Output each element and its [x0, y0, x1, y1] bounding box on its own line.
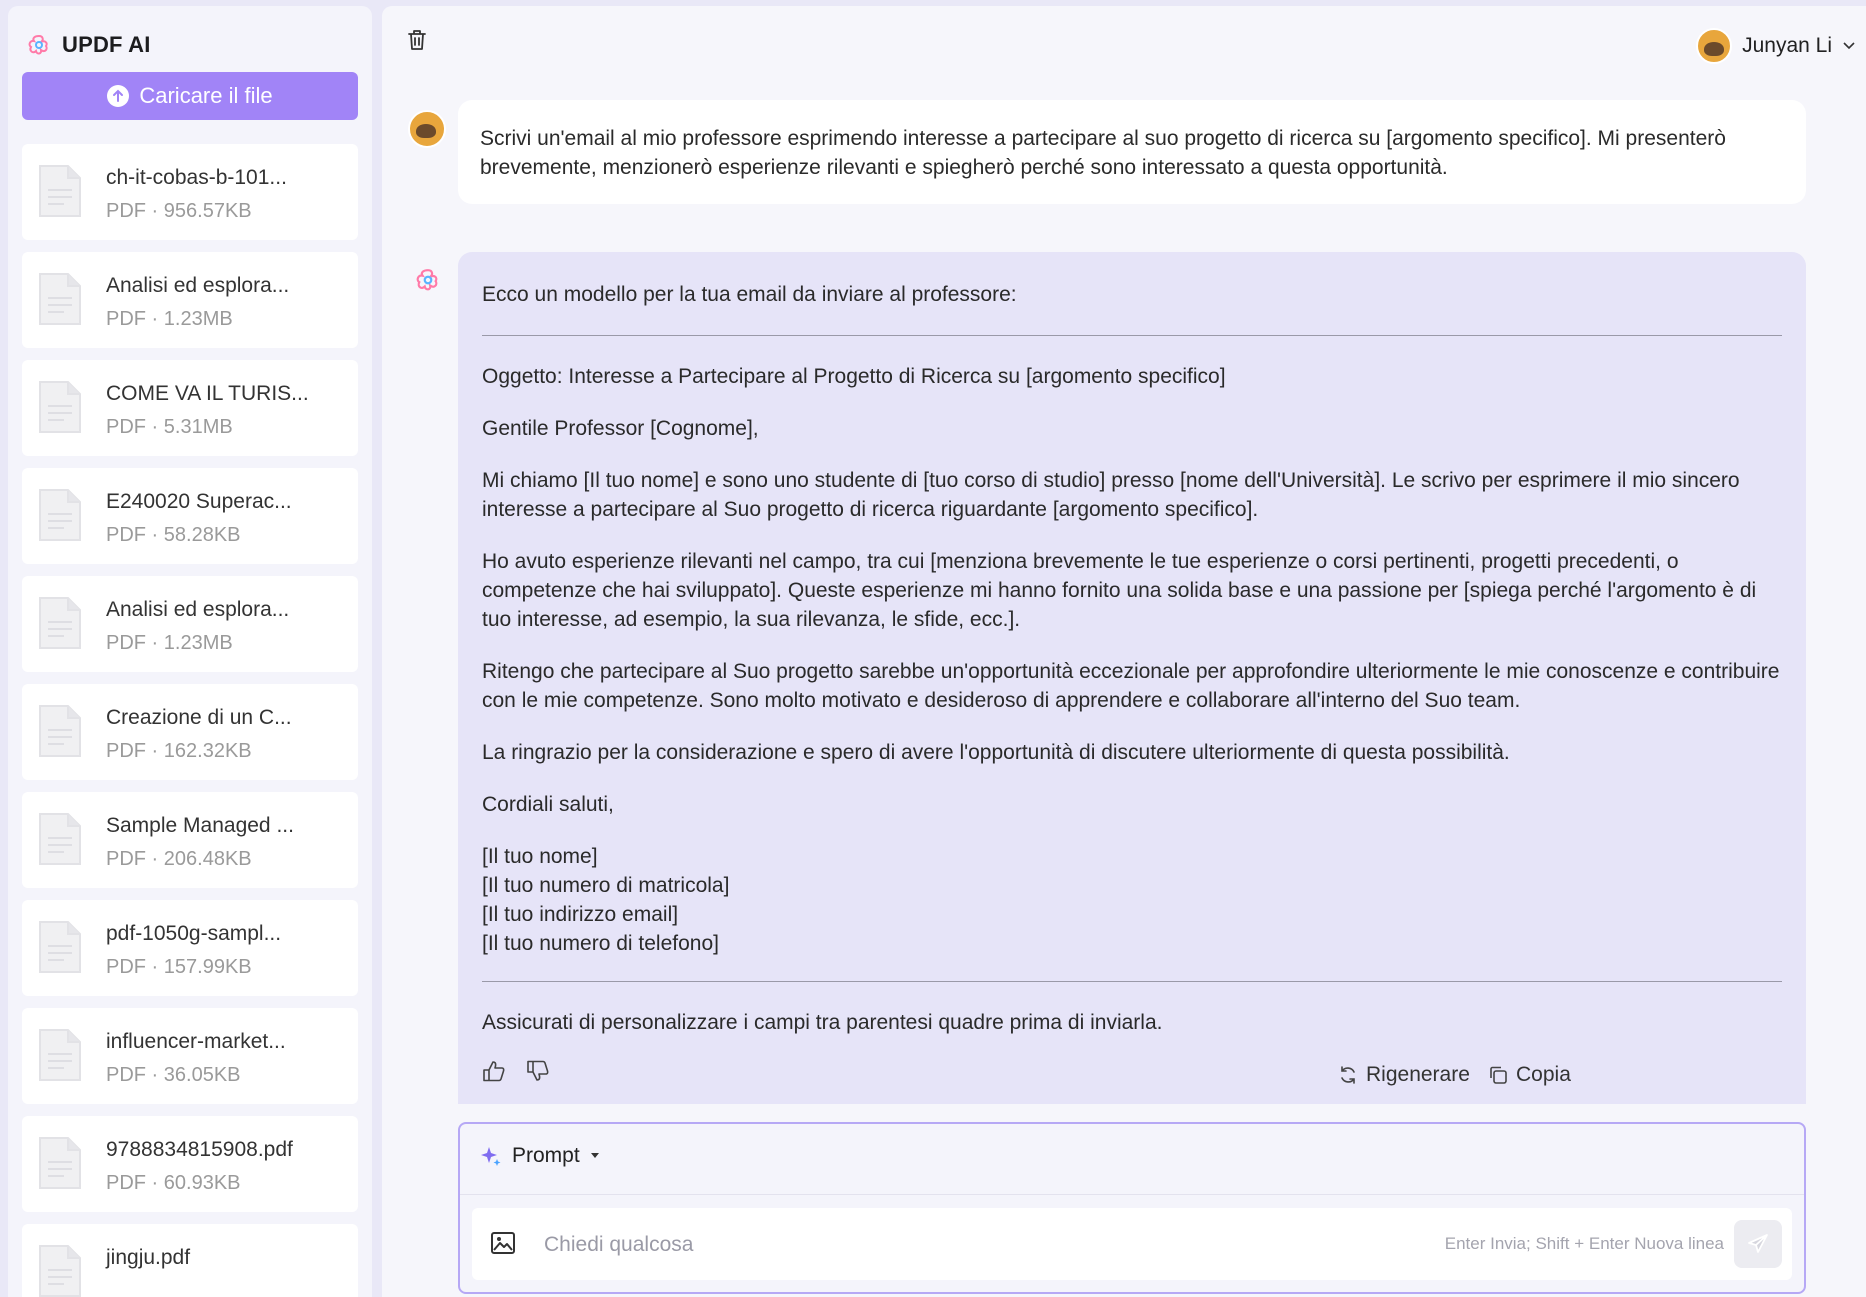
file-name: jingju.pdf: [106, 1246, 191, 1269]
sparkle-icon: [480, 1145, 502, 1167]
refresh-icon: [1338, 1065, 1358, 1085]
file-meta: PDF · 58.28KB: [106, 524, 241, 546]
upload-file-button[interactable]: [22, 72, 358, 120]
file-name: influencer-market...: [106, 1030, 286, 1053]
file-name: 9788834815908.pdf: [106, 1138, 293, 1161]
send-button[interactable]: [1734, 1220, 1782, 1268]
email-paragraph: Ritengo che partecipare al Suo progetto sarebbe un'opportunità eccezionale per approfondire ulteriormente le mie conoscenze e contribuire con le mie competenze. Sono molto motivato e desideroso di apprendere e collaborare all'interno del Suo team.: [482, 660, 1780, 712]
pdf-file-icon: [38, 488, 82, 547]
pdf-file-icon: [38, 1136, 82, 1195]
copy-button[interactable]: [1488, 1060, 1571, 1089]
file-card[interactable]: [22, 468, 358, 564]
file-card[interactable]: [22, 684, 358, 780]
brand-name: UPDF AI: [62, 32, 151, 57]
email-subject: Oggetto: Interesse a Partecipare al Progetto di Ricerca su [argomento specifico]: [482, 365, 1226, 388]
file-name: COME VA IL TURIS...: [106, 382, 309, 405]
signature-line: [Il tuo numero di matricola]: [482, 874, 730, 897]
regenerate-button[interactable]: [1338, 1060, 1470, 1089]
file-meta: PDF · 60.93KB: [106, 1172, 241, 1194]
upload-file-label: Caricare il file: [139, 83, 273, 108]
ai-intro: Ecco un modello per la tua email da inviare al professore:: [482, 283, 1017, 306]
attach-image-button[interactable]: [490, 1230, 516, 1261]
file-meta: PDF · 1.23MB: [106, 632, 233, 654]
send-icon: [1746, 1232, 1770, 1256]
file-meta: PDF · 36.05KB: [106, 1064, 241, 1086]
file-card[interactable]: [22, 1116, 358, 1212]
email-paragraph: Mi chiamo [Il tuo nome] e sono uno studente di [tuo corso di studio] presso [nome dell'Università]. Le scrivo per esprimere il mio sincero interesse a partecipare al Suo progetto di ricerca riguardante [argomento specifico].: [482, 469, 1740, 521]
ai-message: [458, 252, 1806, 1104]
message-actions: [458, 1048, 1806, 1104]
pdf-file-icon: [38, 272, 82, 331]
caret-down-icon: [590, 1152, 600, 1160]
signature-line: [Il tuo numero di telefono]: [482, 932, 719, 955]
file-card[interactable]: [22, 900, 358, 996]
pdf-file-icon: [38, 380, 82, 439]
pdf-file-icon: [38, 812, 82, 871]
file-card[interactable]: [22, 792, 358, 888]
thumbs-up-icon: [482, 1060, 506, 1082]
signature-line: [Il tuo nome]: [482, 845, 598, 868]
file-card[interactable]: [22, 576, 358, 672]
file-name: E240020 Superac...: [106, 490, 292, 513]
chat-composer: [458, 1122, 1806, 1294]
file-name: ch-it-cobas-b-101...: [106, 166, 287, 189]
prompt-label: Prompt: [512, 1144, 580, 1167]
signature-line: [Il tuo indirizzo email]: [482, 903, 679, 926]
thumbs-down-button[interactable]: [526, 1060, 550, 1082]
file-card[interactable]: [22, 144, 358, 240]
image-icon: [490, 1230, 516, 1256]
email-closing: Cordiali saluti,: [482, 793, 614, 816]
user-message: Scrivi un'email al mio professore esprimendo interesse a partecipare al suo progetto di ricerca su [argomento specifico]. Mi presenterò brevemente, menzionerò esperienze rilevanti e spiegherò perché sono interessato a questa opportunità.: [458, 100, 1806, 204]
sidebar: [8, 6, 372, 1297]
prompt-dropdown[interactable]: [480, 1144, 600, 1168]
chat-input-box: [472, 1208, 1792, 1280]
pdf-file-icon: [38, 164, 82, 223]
file-list: [22, 144, 358, 1297]
composer-divider: [460, 1194, 1804, 1195]
ai-logo-icon: [416, 268, 440, 292]
regenerate-label: Rigenerare: [1366, 1063, 1470, 1086]
user-name: Junyan Li: [1742, 34, 1832, 57]
user-message-avatar: [408, 110, 446, 148]
file-card[interactable]: [22, 1224, 358, 1297]
file-name: Sample Managed ...: [106, 814, 294, 837]
pdf-file-icon: [38, 1028, 82, 1087]
pdf-file-icon: [38, 704, 82, 763]
chevron-down-icon: [1842, 41, 1856, 51]
file-meta: PDF · 956.57KB: [106, 200, 252, 222]
keyboard-hint: Enter Invia; Shift + Enter Nuova linea: [1444, 1234, 1724, 1253]
copy-label: Copia: [1516, 1063, 1571, 1086]
pdf-file-icon: [38, 1244, 82, 1297]
chat-main: [382, 6, 1866, 1297]
file-meta: PDF · 157.99KB: [106, 956, 252, 978]
user-avatar: [1696, 28, 1732, 64]
brand: [28, 32, 151, 58]
file-name: Analisi ed esplora...: [106, 274, 290, 297]
copy-icon: [1488, 1065, 1508, 1085]
file-card[interactable]: [22, 1008, 358, 1104]
file-meta: PDF · 162.32KB: [106, 740, 252, 762]
chat-input[interactable]: [542, 1224, 1246, 1266]
file-meta: PDF · 5.31MB: [106, 416, 233, 438]
ai-footer-note: Assicurati di personalizzare i campi tra parentesi quadre prima di inviarla.: [482, 1011, 1163, 1034]
upload-arrow-icon: [107, 85, 129, 107]
delete-chat-button[interactable]: [406, 28, 428, 57]
file-meta: PDF · 1.23MB: [106, 308, 233, 330]
trash-icon: [406, 28, 428, 52]
email-paragraph: La ringrazio per la considerazione e spero di avere l'opportunità di discutere ulteriormente di questa possibilità.: [482, 741, 1510, 764]
email-greeting: Gentile Professor [Cognome],: [482, 417, 759, 440]
file-name: Analisi ed esplora...: [106, 598, 290, 621]
email-signature: [482, 842, 1782, 958]
thumbs-down-icon: [526, 1060, 550, 1082]
file-card[interactable]: [22, 360, 358, 456]
thumbs-up-button[interactable]: [482, 1060, 506, 1082]
pdf-file-icon: [38, 920, 82, 979]
file-meta: PDF · 206.48KB: [106, 848, 252, 870]
updf-logo-icon: [28, 34, 50, 56]
pdf-file-icon: [38, 596, 82, 655]
user-menu[interactable]: [1696, 28, 1856, 64]
email-paragraph: Ho avuto esperienze rilevanti nel campo, tra cui [menziona brevemente le tue esperienze o corsi pertinenti, progetti precedenti, o competenze che hai sviluppato]. Queste esperienze mi hanno fornito una solida base e una passione per [spiega perché l'argomento è di tuo interesse, ad esempio, la sua rilevanza, le sfide, ecc.].: [482, 550, 1757, 631]
file-name: pdf-1050g-sampl...: [106, 922, 282, 945]
file-name: Creazione di un C...: [106, 706, 292, 729]
file-card[interactable]: [22, 252, 358, 348]
